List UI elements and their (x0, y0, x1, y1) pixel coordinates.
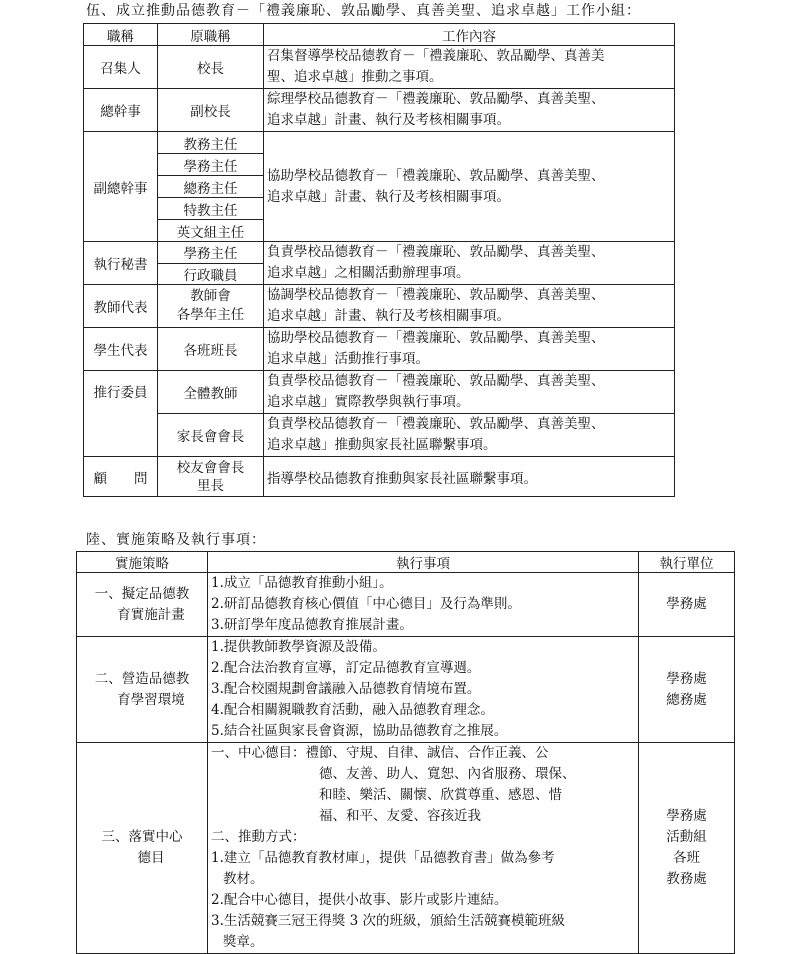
strategy-cell: 二、營造品德教 育學習環境 (77, 637, 208, 743)
unit-cell: 學務處 (639, 573, 735, 637)
role-title: 學生代表 (84, 328, 158, 371)
original-title: 各班班長 (158, 328, 264, 371)
col-header-work-content: 工作內容 (264, 24, 675, 46)
strategy-table (76, 551, 735, 954)
table-row (84, 457, 675, 497)
col-header-actions: 執行事項 (208, 552, 639, 573)
table-row (84, 285, 675, 328)
original-title: 教師會 各學年主任 (158, 285, 264, 328)
col-header-strategy: 實施策略 (77, 552, 208, 573)
table-row (84, 46, 675, 89)
actions-cell: 1.提供教師教學資源及設備。 2.配合法治教育宣導，訂定品德教育宣導週。 3.配合校園規劃會議融入品德教育情境布置。 4.配合相關親職教育活動，融入品德教育理念。 5.結合社區與家長會資源，協助品德教育之推展。 (208, 637, 639, 743)
role-title: 推行委員 (84, 371, 158, 457)
work-content: 協助學校品德教育－「禮義廉恥、敦品勵學、真善美聖、 追求卓越」活動推行事項。 (264, 328, 675, 371)
method-heading: 二、推動方式： (211, 829, 306, 845)
actions-cell: 一、中心德目：禮節、守規、自律、誠信、合作正義、公 德、友善、助人、寬恕、內省服務、環保、 和睦、樂活、關懷、欣賞尊重、感恩、惜 福、和平、友愛、容孩近我 二、推動方式： 1.建立「品德教育教材庫」，提供「品德教育書」做為參考 教材。 2.配合中心德目，提供小故事、影片或影片連結。 3.生活競賽三冠王得獎 3 次的班級，頒給生活競賽模範班級 獎章。 (208, 743, 639, 954)
unit-cell: 學務處 總務處 (639, 637, 735, 743)
original-title: 全體教師 (158, 371, 264, 414)
table-row (84, 414, 675, 457)
work-content: 協調學校品德教育－「禮義廉恥、敦品勵學、真善美聖、 追求卓越」計畫、執行及考核相關事項。 (264, 285, 675, 328)
work-content: 負責學校品德教育－「禮義廉恥、敦品勵學、真善美聖、 追求卓越」實際教學與執行事項。 (264, 371, 675, 414)
role-title: 顧 問 (84, 457, 158, 497)
task-force-table (83, 23, 675, 497)
role-title: 總幹事 (84, 89, 158, 132)
strategy-cell: 三、落實中心 德目 (77, 743, 208, 954)
original-title: 英文組主任 (158, 220, 264, 242)
work-content: 協助學校品德教育－「禮義廉恥、敦品勵學、真善美聖、 追求卓越」計畫、執行及考核相關事項。 (264, 132, 675, 242)
table-header-row (77, 552, 735, 573)
role-title: 執行秘書 (84, 242, 158, 285)
original-title: 校友會會長 里長 (158, 457, 264, 497)
table-row (84, 89, 675, 132)
table-row (84, 242, 675, 264)
table-row (77, 743, 735, 954)
role-title: 教師代表 (84, 285, 158, 328)
work-content: 召集督導學校品德教育－「禮義廉恥、敦品勵學、真善美 聖、追求卓越」推動之事項。 (264, 46, 675, 89)
original-title: 教務主任 (158, 132, 264, 154)
role-title: 召集人 (84, 46, 158, 89)
strategy-cell: 一、擬定品德教 育實施計畫 (77, 573, 208, 637)
table-row (77, 637, 735, 743)
virtue-heading: 一、中心德目：禮節、守規、自律、誠信、合作正義、公 (211, 745, 549, 761)
col-header-title: 職稱 (84, 24, 158, 46)
original-title: 學務主任 (158, 242, 264, 264)
table-row (84, 132, 675, 154)
role-title: 副總幹事 (84, 132, 158, 242)
work-content: 負責學校品德教育－「禮義廉恥、敦品勵學、真善美聖、 追求卓越」之相關活動辦理事項。 (264, 242, 675, 285)
original-title: 特教主任 (158, 198, 264, 220)
section-5-heading: 伍、成立推動品德教育－「禮義廉恥、敦品勵學、真善美聖、追求卓越」工作小組： (86, 3, 641, 19)
work-content: 綜理學校品德教育－「禮義廉恥、敦品勵學、真善美聖、 追求卓越」計畫、執行及考核相關事項。 (264, 89, 675, 132)
work-content: 指導學校品德教育推動與家長社區聯繫事項。 (264, 457, 675, 497)
table-row (77, 573, 735, 637)
original-title: 家長會會長 (158, 414, 264, 457)
original-title: 副校長 (158, 89, 264, 132)
col-header-unit: 執行單位 (639, 552, 735, 573)
original-title: 行政職員 (158, 263, 264, 285)
actions-cell: 1.成立「品德教育推動小組」。 2.研訂品德教育核心價值「中心德目」及行為準則。 3.研訂學年度品德教育推展計畫。 (208, 573, 639, 637)
unit-cell: 學務處 活動組 各班 教務處 (639, 743, 735, 954)
table-row (84, 371, 675, 414)
col-header-original-title: 原職稱 (158, 24, 264, 46)
original-title: 校長 (158, 46, 264, 89)
table-header-row (84, 24, 675, 46)
section-6-heading: 陸、實施策略及執行事項： (86, 532, 266, 548)
work-content: 負責學校品德教育－「禮義廉恥、敦品勵學、真善美聖、 追求卓越」推動與家長社區聯繫事項。 (264, 414, 675, 457)
original-title: 學務主任 (158, 154, 264, 176)
original-title: 總務主任 (158, 176, 264, 198)
table-row (84, 328, 675, 371)
